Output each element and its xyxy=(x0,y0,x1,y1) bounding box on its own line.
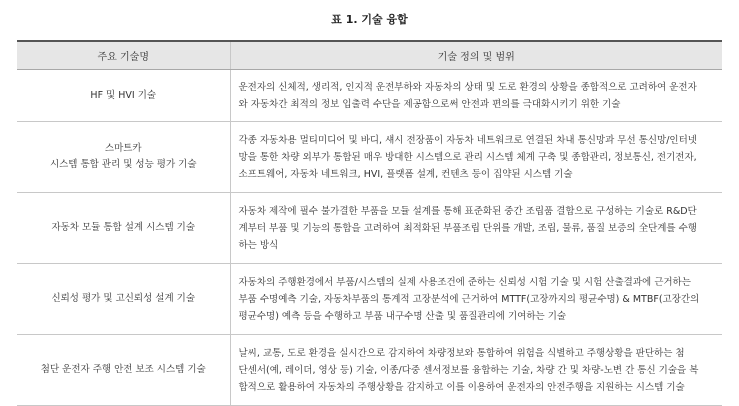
tech-name-line: HF 및 HVI 기술 xyxy=(90,89,157,101)
tech-name-cell xyxy=(17,264,230,335)
tech-desc-line: 평균수명) 예측 등을 수행하고 부품 내구수명 산출 및 품질관리에 기여하는 기술 xyxy=(238,310,567,322)
tech-name-line: 자동차 모듈 통합 설계 시스템 기술 xyxy=(51,222,196,233)
tech-desc-line: 부품 수명예측 기술, 자동차부품의 통계적 고장분석에 근거하여 MTTF(고장까지의 평균수명) & MTBF(고장간의 xyxy=(238,293,700,305)
table-row xyxy=(17,122,722,193)
tech-desc-cell xyxy=(230,70,722,122)
tech-convergence-table xyxy=(17,40,722,406)
tech-name-cell xyxy=(17,122,230,193)
tech-desc-line: 단센서(예, 레이더, 영상 등) 기술, 이종/다중 센서정보를 융합하는 기술, 차량 간 및 차량-노변 간 통신 기술을 복 xyxy=(238,364,699,376)
tech-desc-cell xyxy=(230,122,722,193)
header-tech-definition: 기술 정의 및 범위 xyxy=(230,41,722,70)
tech-desc-cell xyxy=(230,264,722,335)
table-row xyxy=(17,264,722,335)
tech-desc-cell xyxy=(230,193,722,264)
tech-name-cell xyxy=(17,193,230,264)
tech-desc-line: 와 자동차간 최적의 정보 입출력 수단을 제공함으로써 안전과 편의를 극대화시키기 위한 기술 xyxy=(238,98,621,110)
tech-name-cell xyxy=(17,335,230,406)
header-tech-name: 주요 기술명 xyxy=(17,41,230,70)
table-header-row xyxy=(17,41,722,70)
tech-name-line: 첨단 운전자 주행 안전 보조 시스템 기술 xyxy=(40,364,206,375)
table-row xyxy=(17,193,722,264)
tech-desc-line: 운전자의 신체적, 생리적, 인지적 운전부하와 자동차의 상태 및 도로 환경의 상황을 종합적으로 고려하여 운전자 xyxy=(238,81,697,93)
table-title: 표 1. 기술 융합 xyxy=(331,13,408,26)
tech-desc-line: 각종 자동차용 멀티미디어 및 바디, 섀시 전장품이 자동차 네트워크로 연결된 차내 통신망과 무선 통신망/인터넷 xyxy=(238,134,697,146)
tech-desc-line: 망을 통한 차량 외부가 통합된 매우 방대한 시스템으로 관리 시스템 체계 구축 및 종합관리, 정보통신, 전기전자, xyxy=(238,151,697,163)
tech-name-line: 스마트카 xyxy=(104,143,142,154)
tech-name-cell xyxy=(17,70,230,122)
tech-name-line: 신뢰성 평가 및 고신뢰성 설계 기술 xyxy=(51,293,196,304)
table-row xyxy=(17,335,722,406)
table-row xyxy=(17,70,722,122)
tech-desc-line: 자동차의 주행환경에서 부품/시스템의 실제 사용조건에 준하는 신뢰성 시험 기술 및 시험 산출결과에 근거하는 xyxy=(238,276,691,288)
tech-desc-cell xyxy=(230,335,722,406)
tech-name-line: 시스템 통합 관리 및 성능 평가 기술 xyxy=(49,159,197,170)
tech-desc-line: 소프트웨어, 자동차 네트워크, HVI, 플랫폼 설계, 컨텐츠 등이 집약된 시스템 기술 xyxy=(238,168,573,180)
tech-desc-line: 합적으로 활용하여 자동차의 주행상황을 감지하고 이를 이용하여 운전자의 안전주행을 지원하는 시스템 기술 xyxy=(238,381,685,393)
tech-desc-line: 날씨, 교통, 도로 환경을 실시간으로 감지하여 차량정보와 통합하여 위험을 식별하고 주행상황을 판단하는 첨 xyxy=(238,347,685,359)
tech-desc-line: 계부터 부품 및 기능의 통합을 고려하여 최적화된 부품조립 단위를 개발, 조립, 물류, 품질 보증의 全단계를 수행 xyxy=(238,222,697,234)
tech-desc-line: 자동차 제작에 필수 불가결한 부품을 모듈 설계를 통해 표준화된 중간 조립품 결합으로 구성하는 기술로 R&D단 xyxy=(238,205,697,217)
tech-desc-line: 하는 방식 xyxy=(238,239,279,251)
